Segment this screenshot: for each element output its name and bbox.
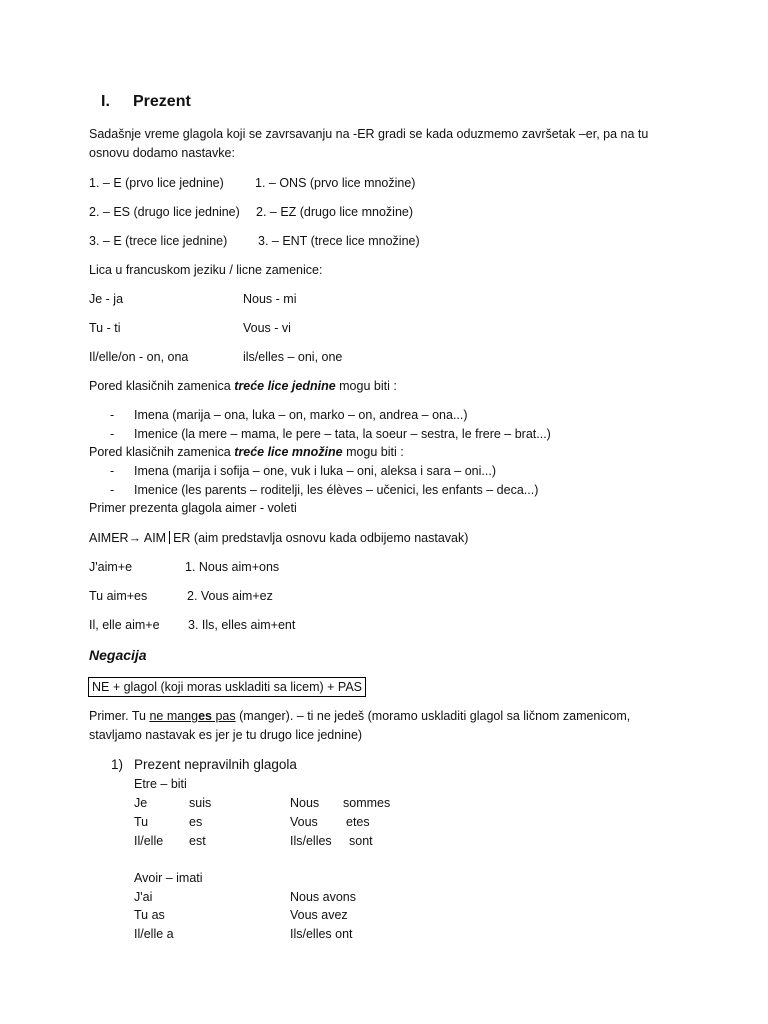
etre-title: Etre – biti — [134, 777, 187, 791]
section-title: Prezent — [133, 93, 191, 110]
third-singular-prefix: Pored klasičnih zamenica — [89, 379, 235, 393]
bullet-dash: - — [110, 483, 115, 497]
etre-verb-1: suis — [189, 796, 212, 810]
example-underlined-1: ne mang — [149, 709, 199, 723]
etre-verb-plural-3: sont — [349, 834, 373, 848]
third-singular-suffix: mogu biti : — [335, 379, 397, 393]
irregular-number: 1) — [111, 757, 124, 772]
bullet-dash: - — [110, 427, 115, 441]
third-singular-bullet-1: Imena (marija – ona, luka – on, marko – on, andrea – ona...) — [134, 408, 468, 422]
conj-singular-1: J'aim+e — [89, 560, 133, 574]
third-plural-prefix: Pored klasičnih zamenica — [89, 445, 235, 459]
avoir-plural-1: Nous avons — [290, 890, 357, 904]
avoir-plural-3: Ils/elles ont — [290, 927, 353, 941]
third-singular-emphasis: treće lice jednine — [234, 379, 336, 393]
aimer-left: AIMER→ AIM — [89, 531, 167, 545]
negation-title: Negacija — [89, 647, 147, 663]
etre-verb-2: es — [189, 815, 203, 829]
third-plural-emphasis: treće lice množine — [234, 445, 343, 459]
ending-singular-1: 1. – E (prvo lice jednine) — [89, 176, 224, 190]
conj-singular-2: Tu aim+es — [89, 589, 148, 603]
negation-example — [89, 707, 678, 745]
avoir-singular-1: J'ai — [134, 890, 153, 904]
third-singular-intro — [89, 378, 397, 394]
pronoun-singular-1: Je - ja — [89, 292, 124, 306]
third-plural-bullet-2: Imenice (les parents – roditelji, les élèves – učenici, les enfants – deca...) — [134, 483, 539, 497]
example-rest: (manger). – ti ne jedeš (moramo uskladiti glagol sa ličnom zamenicom, — [235, 709, 631, 723]
ending-plural-2: 2. – EZ (drugo lice množine) — [256, 205, 414, 219]
etre-pronoun-1: Je — [134, 796, 148, 810]
third-singular-bullet-2: Imenice (la mere – mama, le pere – tata, la soeur – sestra, le frere – brat...) — [134, 427, 551, 441]
pronoun-singular-2: Tu - ti — [89, 321, 121, 335]
ending-plural-3: 3. – ENT (trece lice množine) — [258, 234, 420, 248]
pronoun-plural-3: ils/elles – oni, one — [243, 350, 343, 364]
conj-singular-3: Il, elle aim+e — [89, 618, 160, 632]
third-plural-bullet-1: Imena (marija i sofija – one, vuk i luka – oni, aleksa i sara – oni...) — [134, 464, 496, 478]
conj-plural-3: 3. Ils, elles aim+ent — [188, 618, 296, 632]
etre-pronoun-plural-1: Nous — [290, 796, 320, 810]
etre-verb-plural-1: sommes — [343, 796, 391, 810]
avoir-singular-3: Il/elle a — [134, 927, 174, 941]
separator-bar — [169, 531, 170, 544]
avoir-plural-2: Vous avez — [290, 908, 348, 922]
third-plural-suffix: mogu biti : — [342, 445, 404, 459]
intro-paragraph — [89, 125, 678, 163]
ending-singular-3: 3. – E (trece lice jednine) — [89, 234, 228, 248]
avoir-singular-2: Tu as — [134, 908, 165, 922]
pronouns-heading: Lica u francuskom jeziku / licne zamenice: — [89, 263, 323, 277]
example-underlined-2: pas — [212, 709, 236, 723]
ending-plural-1: 1. – ONS (prvo lice množine) — [255, 176, 416, 190]
etre-pronoun-2: Tu — [134, 815, 149, 829]
conj-plural-1: 1. Nous aim+ons — [185, 560, 280, 574]
example-bold-ending: es — [198, 709, 212, 723]
section-number: I. — [101, 93, 110, 110]
irregular-title: Prezent nepravilnih glagola — [134, 757, 297, 772]
etre-verb-3: est — [189, 834, 206, 848]
pronoun-plural-2: Vous - vi — [243, 321, 291, 335]
bullet-dash: - — [110, 408, 115, 422]
negation-rule-box: NE + glagol (koji moras uskladiti sa licem) + PAS — [88, 677, 366, 697]
negation-example-line-1 — [89, 709, 630, 723]
ending-singular-2: 2. – ES (drugo lice jednine) — [89, 205, 240, 219]
negation-example-line-2: stavljamo nastavak es jer je tu drugo lice jednine) — [89, 728, 363, 742]
aimer-split — [89, 530, 468, 546]
etre-pronoun-3: Il/elle — [134, 834, 164, 848]
example-prefix: Primer. Tu — [89, 709, 150, 723]
bullet-dash: - — [110, 464, 115, 478]
pronoun-singular-3: Il/elle/on - on, ona — [89, 350, 189, 364]
intro-line-2: osnovu dodamo nastavke: — [89, 146, 235, 160]
third-plural-intro — [89, 444, 404, 460]
etre-pronoun-plural-3: Ils/elles — [290, 834, 332, 848]
avoir-title: Avoir – imati — [134, 871, 203, 885]
etre-verb-plural-2: etes — [346, 815, 370, 829]
pronoun-plural-1: Nous - mi — [243, 292, 297, 306]
etre-pronoun-plural-2: Vous — [290, 815, 318, 829]
example-heading: Primer prezenta glagola aimer - voleti — [89, 501, 297, 515]
intro-line-1: Sadašnje vreme glagola koji se zavrsavanju na -ER gradi se kada oduzmemo završetak –er, pa na tu — [89, 127, 649, 141]
aimer-right: ER (aim predstavlja osnovu kada odbijemo nastavak) — [173, 531, 469, 545]
conj-plural-2: 2. Vous aim+ez — [187, 589, 273, 603]
